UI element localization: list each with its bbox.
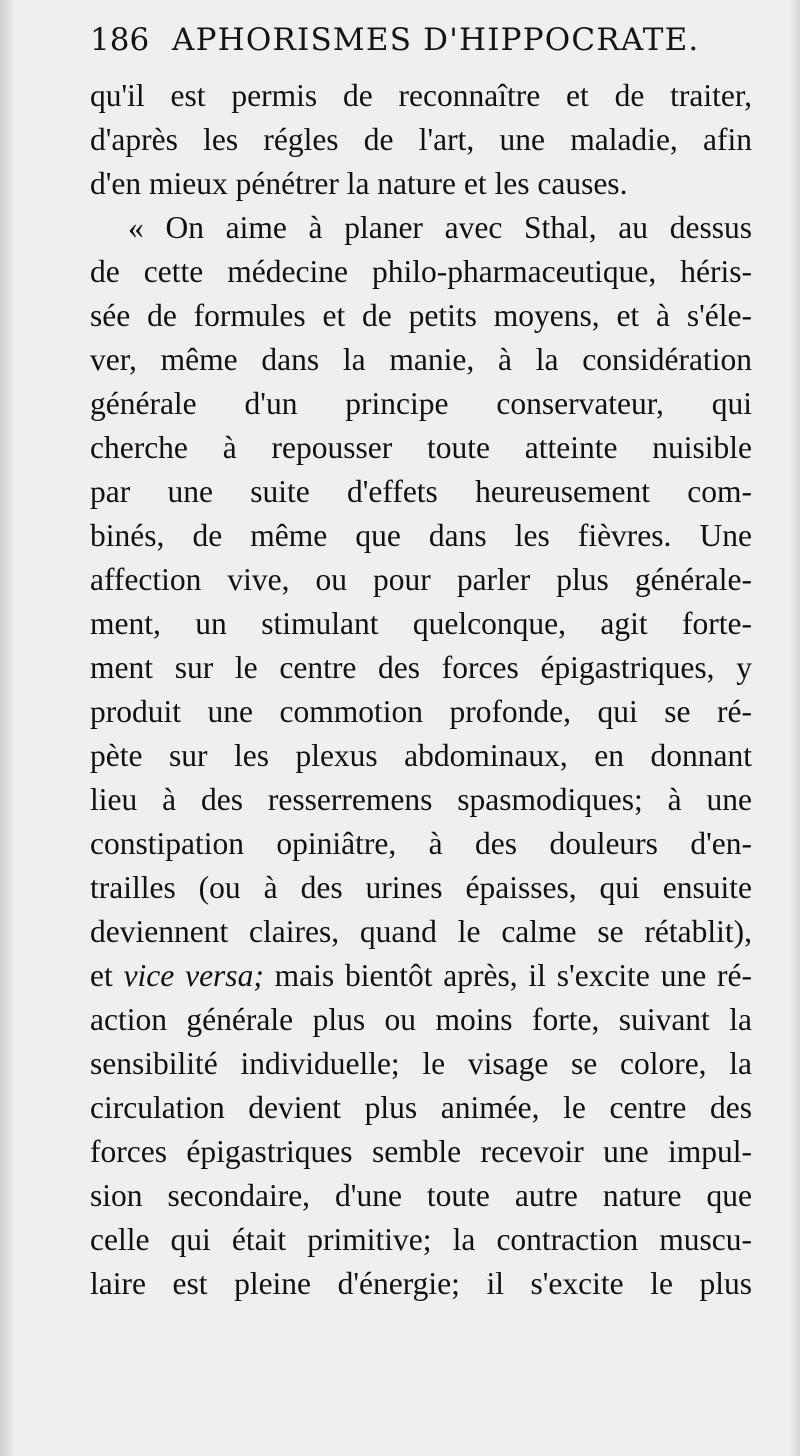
running-title: APHORISMES D'HIPPOCRATE.	[172, 22, 700, 58]
page-header	[90, 22, 752, 62]
text-run: et	[90, 958, 124, 993]
text-line: deviennent claires, quand le calme se rétablit),	[90, 914, 752, 949]
text-line: sion secondaire, d'une toute autre nature que	[90, 1178, 752, 1213]
text-line: cherche à repousser toute atteinte nuisible	[90, 430, 752, 465]
text-line: « On aime à planer avec Sthal, au dessus	[128, 210, 752, 245]
text-line: laire est pleine d'énergie; il s'excite le plus	[90, 1266, 752, 1301]
text-line: qu'il est permis de reconnaître et de traiter,	[90, 78, 752, 113]
text-line: ver, même dans la manie, à la considération	[90, 342, 752, 377]
text-line: constipation opiniâtre, à des douleurs d'en-	[90, 826, 752, 861]
text-line-with-italic	[90, 954, 752, 998]
text-line: de cette médecine philo-pharmaceutique, héris-	[90, 254, 752, 289]
text-line: forces épigastriques semble recevoir une impul-	[90, 1134, 752, 1169]
text-line: sée de formules et de petits moyens, et à s'éle-	[90, 298, 752, 333]
text-line: générale d'un principe conservateur, qui	[90, 386, 752, 421]
text-line: binés, de même que dans les fièvres. Une	[90, 518, 752, 553]
text-line: d'après les régles de l'art, une maladie, afin	[90, 122, 752, 157]
italic-phrase: vice versa;	[123, 958, 264, 993]
text-line: affection vive, ou pour parler plus générale-	[90, 562, 752, 597]
text-line: celle qui était primitive; la contraction muscu-	[90, 1222, 752, 1257]
page-gutter-shadow	[0, 0, 14, 1456]
text-line: circulation devient plus animée, le centre des	[90, 1090, 752, 1125]
text-line: produit une commotion profonde, qui se ré-	[90, 694, 752, 729]
text-line: trailles (ou à des urines épaisses, qui ensuite	[90, 870, 752, 905]
text-line: par une suite d'effets heureusement com-	[90, 474, 752, 509]
page-edge-shadow	[790, 0, 800, 1456]
text-line: pète sur les plexus abdominaux, en donnant	[90, 738, 752, 773]
text-line: ment sur le centre des forces épigastriques, y	[90, 650, 752, 685]
text-line: d'en mieux pénétrer la nature et les causes.	[90, 166, 628, 201]
text-line: lieu à des resserremens spasmodiques; à une	[90, 782, 752, 817]
text-line: action générale plus ou moins forte, suivant la	[90, 1002, 752, 1037]
text-run: mais bientôt après, il s'excite une ré-	[263, 958, 752, 993]
page-number: 186	[90, 22, 150, 58]
text-line: sensibilité individuelle; le visage se colore, la	[90, 1046, 752, 1081]
body-text	[90, 74, 752, 1306]
text-line: ment, un stimulant quelconque, agit forte-	[90, 606, 752, 641]
